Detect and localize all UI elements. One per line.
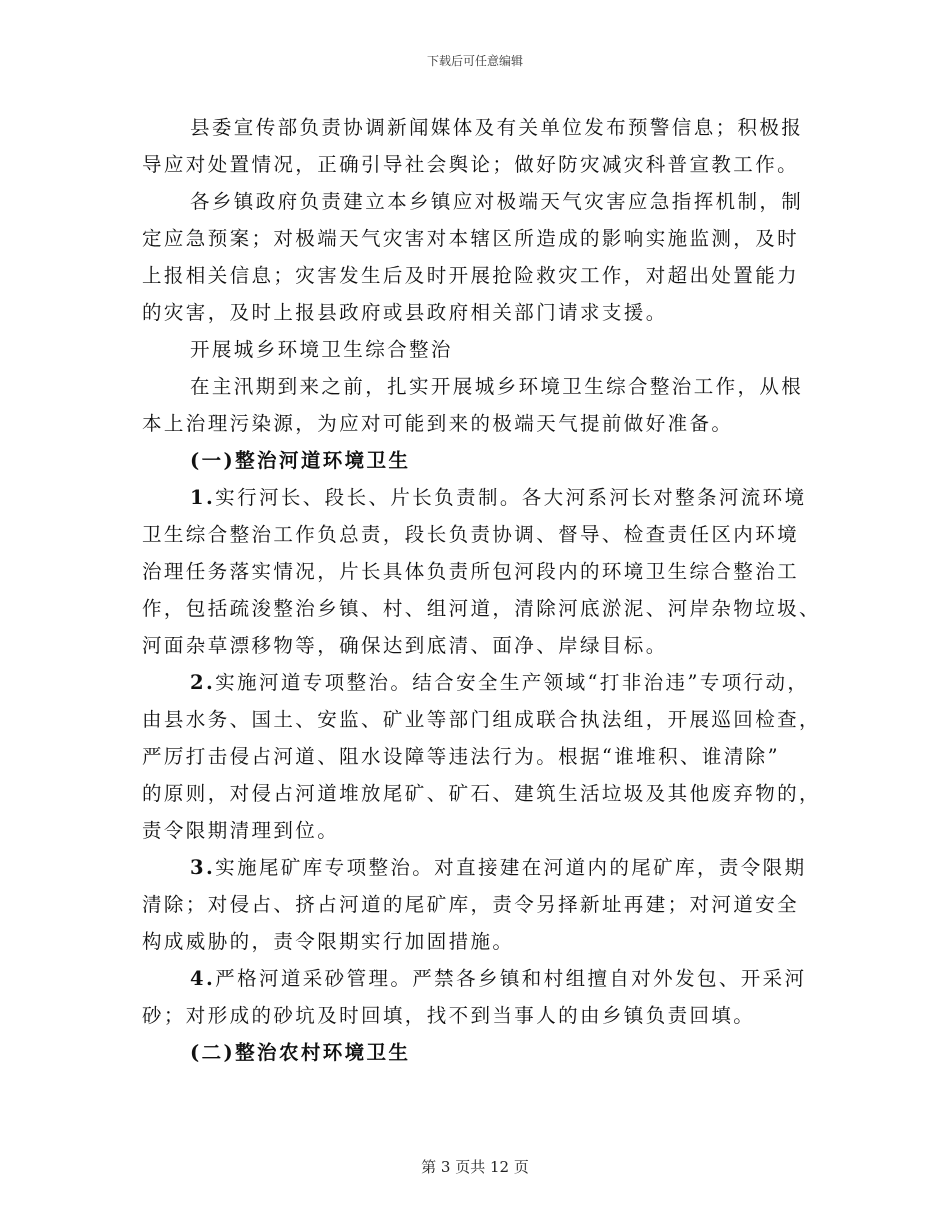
text-line: 导应对处置情况，正确引导社会舆论；做好防灾减灾科普宣教工作。	[142, 153, 800, 176]
text-line: 各乡镇政府负责建立本乡镇应对极端天气灾害应急指挥机制，制	[190, 190, 804, 213]
text-line: 在主汛期到来之前，扎实开展城乡环境卫生综合整治工作，从根	[190, 375, 804, 398]
item-number: 3.	[190, 856, 216, 879]
numbered-item	[190, 486, 806, 510]
numbered-item	[190, 856, 806, 880]
text-line: 治理任务落实情况，片长具体负责所包河段内的环境卫生综合整治工	[142, 560, 800, 583]
text-line: 砂；对形成的砂坑及时回填，找不到当事人的由乡镇负责回填。	[142, 1004, 756, 1027]
item-number: 4.	[190, 967, 216, 990]
text-line: 构成威胁的，责令限期实行加固措施。	[142, 930, 515, 953]
numbered-item	[190, 671, 809, 695]
text-line: 本上治理污染源，为应对可能到来的极端天气提前做好准备。	[142, 412, 734, 435]
text-line: 定应急预案；对极端天气灾害对本辖区所造成的影响实施监测，及时	[142, 227, 800, 250]
section-heading: 开展城乡环境卫生综合整治	[190, 338, 453, 361]
item-text: 严格河道采砂管理。严禁各乡镇和村组擅自对外发包、开采河	[215, 967, 807, 990]
item-number: 1.	[190, 486, 216, 509]
text-line: 作，包括疏浚整治乡镇、村、组河道，清除河底淤泥、河岸杂物垃圾、	[142, 597, 821, 620]
item-text: 实行河长、段长、片长负责制。各大河系河长对整条河流环境	[215, 486, 807, 509]
subsection-heading: (二)整治农村环境卫生	[190, 1041, 411, 1064]
item-number: 2.	[190, 671, 216, 694]
page-header: 下载后可任意编辑	[426, 54, 523, 68]
subsection-heading: (一)整治河道环境卫生	[190, 449, 411, 472]
item-text: 实施尾矿库专项整治。对直接建在河道内的尾矿库，责令限期	[215, 856, 807, 879]
text-line: 的灾害，及时上报县政府或县政府相关部门请求支援。	[142, 301, 668, 324]
numbered-item	[190, 967, 806, 991]
text-line: 上报相关信息；灾害发生后及时开展抢险救灾工作，对超出处置能力	[142, 264, 800, 287]
text-line: 河面杂草漂移物等，确保达到底清、面净、岸绿目标。	[142, 634, 668, 657]
item-text: 实施河道专项整治。结合安全生产领域“打非治违”专项行动，	[215, 671, 810, 694]
page-footer: 第 3 页共 12 页	[421, 1158, 529, 1176]
text-line: 由县水务、国土、安监、矿业等部门组成联合执法组，开展巡回检查，	[142, 708, 821, 731]
text-line: 的原则，对侵占河道堆放尾矿、矿石、建筑生活垃圾及其他废弃物的，	[142, 782, 821, 805]
text-line: 县委宣传部负责协调新闻媒体及有关单位发布预警信息；积极报	[190, 116, 804, 139]
text-line: 卫生综合整治工作负总责，段长负责协调、督导、检查责任区内环境	[142, 523, 800, 546]
text-line: 清除；对侵占、挤占河道的尾矿库，责令另择新址再建；对河道安全	[142, 893, 800, 916]
text-line: 严厉打击侵占河道、阻水设障等违法行为。根据“谁堆积、谁清除”	[142, 745, 780, 768]
text-line: 责令限期清理到位。	[142, 819, 340, 842]
